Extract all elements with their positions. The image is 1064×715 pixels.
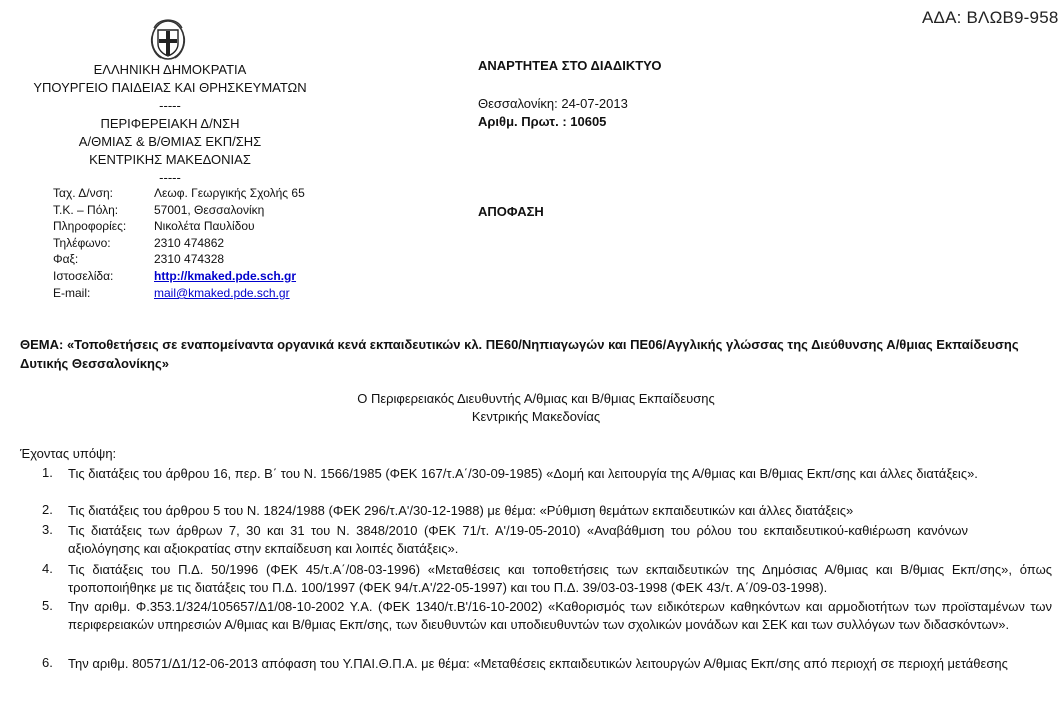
list-item-number: 2. bbox=[42, 502, 53, 517]
postcode-value: 57001, Θεσσαλονίκη bbox=[154, 203, 265, 217]
ada-code: ΑΔΑ: ΒΛΩΒ9-958 bbox=[922, 8, 1059, 27]
list-item-number: 3. bbox=[42, 522, 53, 537]
list-item: Τις διατάξεις του Π.Δ. 50/1996 (ΦΕΚ 45/τ.Α΄/08-03-1996) «Μεταθέσεις και τοποθετήσεις των εκπαιδευτικών της Δημόσιας Α/θμιας και Β/θμιας Εκπ/σης», όπως τροποποιήθηκε με τις διατάξεις του Π.Δ. 100/1997 (ΦΕΚ 94/τ.Α'/22-05-1997) και του Π.Δ. 39/03-03-1998 (ΦΕΚ 43/τ. Α΄/09-03-1998). bbox=[68, 562, 1052, 595]
website-link[interactable]: http://kmaked.pde.sch.gr bbox=[154, 269, 297, 283]
info-label: Πληροφορίες: bbox=[53, 219, 127, 233]
authority-region: Κεντρικής Μακεδονίας bbox=[471, 409, 601, 424]
authority-title: Ο Περιφερειακός Διευθυντής Α/θμιας και Β/θμιας Εκπαίδευσης bbox=[357, 391, 715, 406]
phone-value: 2310 474862 bbox=[154, 236, 225, 250]
phone-label: Τηλέφωνο: bbox=[53, 236, 111, 250]
list-item-number: 6. bbox=[42, 655, 53, 670]
document-date: Θεσσαλονίκη: 24-07-2013 bbox=[478, 96, 628, 111]
list-item: Την αριθμ. 80571/Δ1/12-06-2013 απόφαση του Υ.ΠΑΙ.Θ.Π.Α. με θέμα: «Μεταθέσεις εκπαιδευτικών λειτουργών Α/θμιας Εκπ/σης από περιοχή σε περιοχή μετάθεσης bbox=[68, 656, 1008, 671]
list-item: Τις διατάξεις του άρθρου 5 του Ν. 1824/1988 (ΦΕΚ 296/τ.Α'/30-12-1988) με θέμα: «Ρύθμιση θεμάτων εκπαιδευτικών και άλλες διατάξεις» bbox=[68, 503, 854, 518]
greek-emblem-icon bbox=[145, 16, 191, 62]
posting-notice: ΑΝΑΡΤΗΤΕΑ ΣΤΟ ΔΙΑΔΙΚΤΥΟ bbox=[478, 58, 662, 73]
subject-line: ΘΕΜΑ: «Τοποθετήσεις σε εναπομείναντα οργανικά κενά εκπαιδευτικών κλ. ΠΕ60/Νηπιαγωγών και ΠΕ06/Αγγλικής γλώσσας της Διεύθυνσης Α/θμιας Εκπαίδευσης Δυτικής Θεσσαλονίκης» bbox=[20, 337, 1019, 371]
separator: ----- bbox=[159, 98, 181, 113]
education-levels: Α/ΘΜΙΑΣ & Β/ΘΜΙΑΣ ΕΚΠ/ΣΗΣ bbox=[78, 134, 262, 149]
separator: ----- bbox=[159, 170, 181, 185]
region-name: ΚΕΝΤΡΙΚΗΣ ΜΑΚΕΔΟΝΙΑΣ bbox=[89, 152, 251, 167]
email-label: E-mail: bbox=[53, 286, 91, 300]
email-link[interactable]: mail@kmaked.pde.sch.gr bbox=[154, 286, 290, 300]
fax-label: Φαξ: bbox=[53, 252, 79, 266]
info-value: Νικολέτα Παυλίδου bbox=[154, 219, 255, 233]
website-label: Ιστοσελίδα: bbox=[53, 269, 114, 283]
list-item: Τις διατάξεις των άρθρων 7, 30 και 31 του Ν. 3848/2010 (ΦΕΚ 71/τ. Α'/19-05-2010) «Αναβάθμιση του ρόλου του εκπαιδευτικού-καθιέρωση κανόνων αξιολόγησης και αξιοκρατίας στην εκπαίδευση και λοιπές διατάξεις». bbox=[68, 523, 968, 556]
address-label: Ταχ. Δ/νση: bbox=[53, 186, 114, 200]
postcode-label: Τ.Κ. – Πόλη: bbox=[53, 203, 119, 217]
list-item-number: 5. bbox=[42, 598, 53, 613]
ministry-title: ΥΠΟΥΡΓΕΙΟ ΠΑΙΔΕΙΑΣ ΚΑΙ ΘΡΗΣΚΕΥΜΑΤΩΝ bbox=[33, 80, 307, 95]
regional-directorate: ΠΕΡΙΦΕΡΕΙΑΚΗ Δ/ΝΣΗ bbox=[100, 116, 240, 131]
address-value: Λεωφ. Γεωργικής Σχολής 65 bbox=[154, 186, 305, 200]
list-item: Τις διατάξεις του άρθρου 16, περ. Β΄ του Ν. 1566/1985 (ΦΕΚ 167/τ.Α΄/30-09-1985) «Δομή και λειτουργία της Α/θμιας και Β/θμιας Εκπ/σης και άλλες διατάξεις». bbox=[68, 466, 978, 481]
fax-value: 2310 474328 bbox=[154, 252, 225, 266]
decision-heading: ΑΠΟΦΑΣΗ bbox=[478, 204, 544, 219]
having-in-mind-label: Έχοντας υπόψη: bbox=[20, 446, 117, 461]
list-item: Την αριθμ. Φ.353.1/324/105657/Δ1/08-10-2002 Υ.Α. (ΦΕΚ 1340/τ.Β'/16-10-2002) «Καθορισμός των ειδικότερων καθηκόντων και αρμοδιοτήτων των προϊσταμένων των περιφερειακών υπηρεσιών Α/θμιας και Β/θμιας Εκπ/σης, των διευθυντών και υποδιευθυντών των σχολικών μονάδων και ΣΕΚ και των συλλόγων των διδασκόντων». bbox=[68, 599, 1052, 632]
list-item-number: 1. bbox=[42, 465, 53, 480]
republic-title: ΕΛΛΗΝΙΚΗ ΔΗΜΟΚΡΑΤΙΑ bbox=[93, 62, 247, 77]
list-item-number: 4. bbox=[42, 561, 53, 576]
protocol-number: Αριθμ. Πρωτ. : 10605 bbox=[478, 114, 607, 129]
